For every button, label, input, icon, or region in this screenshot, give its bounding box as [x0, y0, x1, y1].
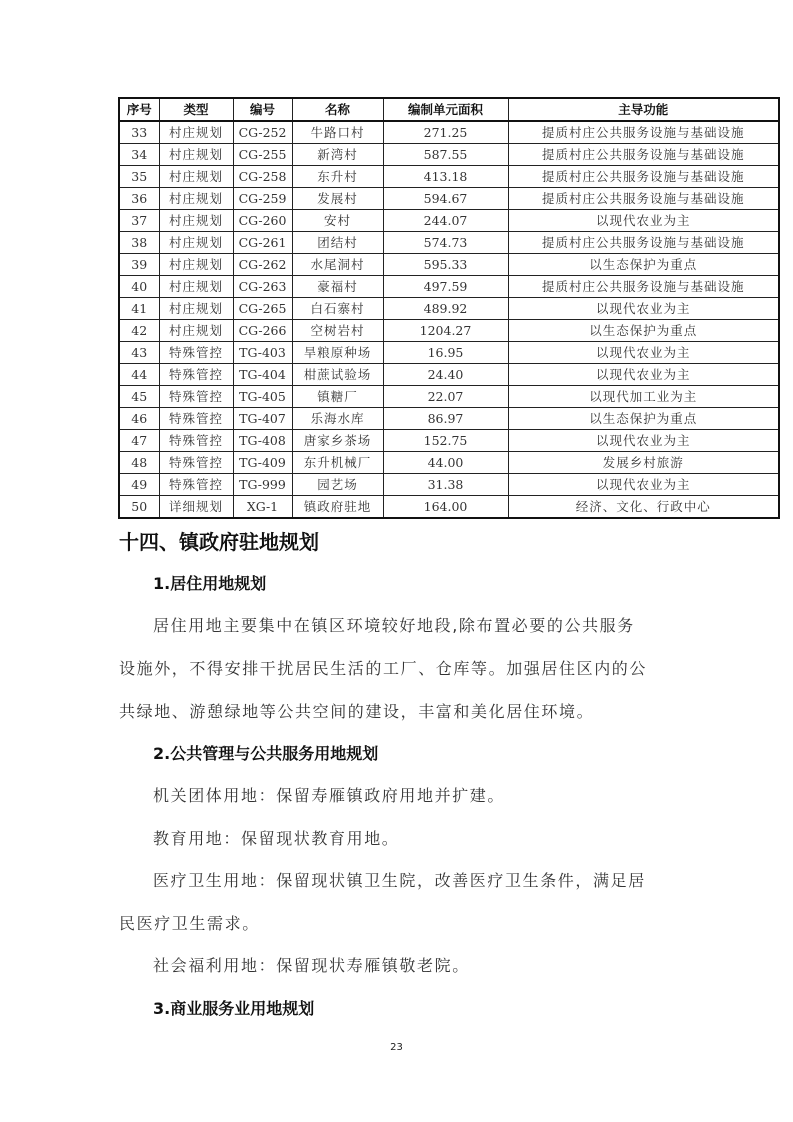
cell-area: 413.18	[383, 166, 508, 188]
cell-type: 村庄规划	[159, 144, 233, 166]
cell-seq: 45	[119, 386, 159, 408]
cell-function: 以生态保护为重点	[508, 320, 779, 342]
cell-name: 团结村	[292, 232, 383, 254]
cell-code: CG-266	[233, 320, 292, 342]
cell-seq: 44	[119, 364, 159, 386]
paragraph-line: 教育用地：保留现状教育用地。	[153, 829, 400, 848]
cell-type: 特殊管控	[159, 408, 233, 430]
cell-seq: 33	[119, 121, 159, 144]
planning-units-table	[118, 97, 780, 519]
cell-name: 镇糖厂	[292, 386, 383, 408]
cell-code: CG-262	[233, 254, 292, 276]
cell-function: 以现代农业为主	[508, 474, 779, 496]
cell-name: 水尾洞村	[292, 254, 383, 276]
cell-code: TG-407	[233, 408, 292, 430]
cell-code: TG-403	[233, 342, 292, 364]
cell-function: 提质村庄公共服务设施与基础设施	[508, 166, 779, 188]
cell-seq: 50	[119, 496, 159, 519]
cell-function: 以现代农业为主	[508, 364, 779, 386]
cell-function: 以现代农业为主	[508, 210, 779, 232]
cell-area: 164.00	[383, 496, 508, 519]
cell-code: TG-408	[233, 430, 292, 452]
cell-code: CG-259	[233, 188, 292, 210]
cell-type: 村庄规划	[159, 210, 233, 232]
cell-code: CG-258	[233, 166, 292, 188]
cell-function: 以生态保护为重点	[508, 254, 779, 276]
cell-area: 489.92	[383, 298, 508, 320]
cell-area: 594.67	[383, 188, 508, 210]
cell-function: 提质村庄公共服务设施与基础设施	[508, 276, 779, 298]
cell-area: 31.38	[383, 474, 508, 496]
cell-seq: 35	[119, 166, 159, 188]
paragraph-line: 居住用地主要集中在镇区环境较好地段,除布置必要的公共服务	[153, 616, 635, 635]
header-name: 名称	[292, 98, 383, 121]
cell-name: 空树岩村	[292, 320, 383, 342]
cell-name: 豪福村	[292, 276, 383, 298]
table-row	[119, 144, 779, 166]
paragraph-line: 社会福利用地：保留现状寿雁镇敬老院。	[153, 956, 470, 975]
cell-seq: 46	[119, 408, 159, 430]
cell-code: TG-999	[233, 474, 292, 496]
cell-area: 86.97	[383, 408, 508, 430]
cell-function: 以现代农业为主	[508, 342, 779, 364]
table-body	[119, 121, 779, 518]
table-row	[119, 298, 779, 320]
paragraph-line: 民医疗卫生需求。	[119, 914, 260, 933]
cell-type: 村庄规划	[159, 121, 233, 144]
cell-area: 1204.27	[383, 320, 508, 342]
subsection-3-title: 3.商业服务业用地规划	[153, 999, 315, 1018]
cell-name: 唐家乡茶场	[292, 430, 383, 452]
cell-name: 安村	[292, 210, 383, 232]
cell-type: 村庄规划	[159, 254, 233, 276]
header-area: 编制单元面积	[383, 98, 508, 121]
cell-code: XG-1	[233, 496, 292, 519]
cell-seq: 49	[119, 474, 159, 496]
cell-code: CG-263	[233, 276, 292, 298]
subsection-1-title: 1.居住用地规划	[153, 574, 267, 593]
cell-seq: 34	[119, 144, 159, 166]
cell-name: 东升机械厂	[292, 452, 383, 474]
cell-name: 乐海水库	[292, 408, 383, 430]
cell-name: 发展村	[292, 188, 383, 210]
cell-type: 特殊管控	[159, 430, 233, 452]
cell-code: CG-255	[233, 144, 292, 166]
cell-seq: 41	[119, 298, 159, 320]
paragraph-line: 机关团体用地：保留寿雁镇政府用地并扩建。	[153, 786, 506, 805]
cell-type: 特殊管控	[159, 342, 233, 364]
header-seq: 序号	[119, 98, 159, 121]
cell-name: 牛路口村	[292, 121, 383, 144]
cell-function: 发展乡村旅游	[508, 452, 779, 474]
table-header-row	[119, 98, 779, 121]
cell-seq: 38	[119, 232, 159, 254]
cell-area: 22.07	[383, 386, 508, 408]
cell-name: 白石寨村	[292, 298, 383, 320]
section-title: 十四、镇政府驻地规划	[119, 530, 319, 554]
cell-area: 244.07	[383, 210, 508, 232]
cell-code: CG-252	[233, 121, 292, 144]
cell-function: 提质村庄公共服务设施与基础设施	[508, 232, 779, 254]
cell-name: 镇政府驻地	[292, 496, 383, 519]
header-type: 类型	[159, 98, 233, 121]
cell-code: CG-261	[233, 232, 292, 254]
table-row	[119, 452, 779, 474]
table-row	[119, 430, 779, 452]
cell-name: 新湾村	[292, 144, 383, 166]
header-code: 编号	[233, 98, 292, 121]
cell-area: 16.95	[383, 342, 508, 364]
cell-area: 587.55	[383, 144, 508, 166]
table-row	[119, 276, 779, 298]
cell-type: 特殊管控	[159, 386, 233, 408]
cell-area: 24.40	[383, 364, 508, 386]
cell-type: 详细规划	[159, 496, 233, 519]
cell-function: 提质村庄公共服务设施与基础设施	[508, 144, 779, 166]
cell-function: 提质村庄公共服务设施与基础设施	[508, 121, 779, 144]
cell-function: 提质村庄公共服务设施与基础设施	[508, 188, 779, 210]
cell-area: 271.25	[383, 121, 508, 144]
cell-function: 以现代加工业为主	[508, 386, 779, 408]
table-row	[119, 188, 779, 210]
cell-type: 特殊管控	[159, 452, 233, 474]
cell-name: 柑蔗试验场	[292, 364, 383, 386]
cell-type: 村庄规划	[159, 188, 233, 210]
cell-type: 村庄规划	[159, 232, 233, 254]
cell-type: 村庄规划	[159, 166, 233, 188]
table-row	[119, 496, 779, 519]
cell-function: 以现代农业为主	[508, 298, 779, 320]
cell-seq: 48	[119, 452, 159, 474]
cell-type: 村庄规划	[159, 320, 233, 342]
cell-area: 152.75	[383, 430, 508, 452]
table-row	[119, 166, 779, 188]
paragraph-line: 共绿地、游憩绿地等公共空间的建设，丰富和美化居住环境。	[119, 702, 595, 721]
table-row	[119, 342, 779, 364]
cell-seq: 39	[119, 254, 159, 276]
cell-code: CG-265	[233, 298, 292, 320]
subsection-2-title: 2.公共管理与公共服务用地规划	[153, 744, 379, 763]
cell-code: TG-409	[233, 452, 292, 474]
paragraph-line: 设施外，不得安排干扰居民生活的工厂、仓库等。加强居住区内的公	[119, 659, 648, 678]
header-function: 主导功能	[508, 98, 779, 121]
cell-area: 595.33	[383, 254, 508, 276]
cell-code: TG-404	[233, 364, 292, 386]
cell-function: 经济、文化、行政中心	[508, 496, 779, 519]
cell-function: 以现代农业为主	[508, 430, 779, 452]
table-row	[119, 232, 779, 254]
cell-code: CG-260	[233, 210, 292, 232]
table-row	[119, 364, 779, 386]
cell-seq: 43	[119, 342, 159, 364]
cell-area: 44.00	[383, 452, 508, 474]
cell-seq: 36	[119, 188, 159, 210]
cell-type: 村庄规划	[159, 298, 233, 320]
paragraph-line: 医疗卫生用地：保留现状镇卫生院，改善医疗卫生条件，满足居	[153, 871, 646, 890]
cell-area: 574.73	[383, 232, 508, 254]
cell-seq: 40	[119, 276, 159, 298]
cell-name: 东升村	[292, 166, 383, 188]
table-row	[119, 254, 779, 276]
cell-type: 村庄规划	[159, 276, 233, 298]
table-row	[119, 210, 779, 232]
table-row	[119, 386, 779, 408]
cell-name: 园艺场	[292, 474, 383, 496]
cell-function: 以生态保护为重点	[508, 408, 779, 430]
cell-code: TG-405	[233, 386, 292, 408]
cell-type: 特殊管控	[159, 474, 233, 496]
page-number: 23	[390, 1042, 403, 1053]
cell-type: 特殊管控	[159, 364, 233, 386]
cell-seq: 37	[119, 210, 159, 232]
table-row	[119, 474, 779, 496]
cell-name: 旱粮原种场	[292, 342, 383, 364]
table-row	[119, 320, 779, 342]
cell-seq: 47	[119, 430, 159, 452]
cell-area: 497.59	[383, 276, 508, 298]
table-row	[119, 408, 779, 430]
table-row	[119, 121, 779, 144]
cell-seq: 42	[119, 320, 159, 342]
